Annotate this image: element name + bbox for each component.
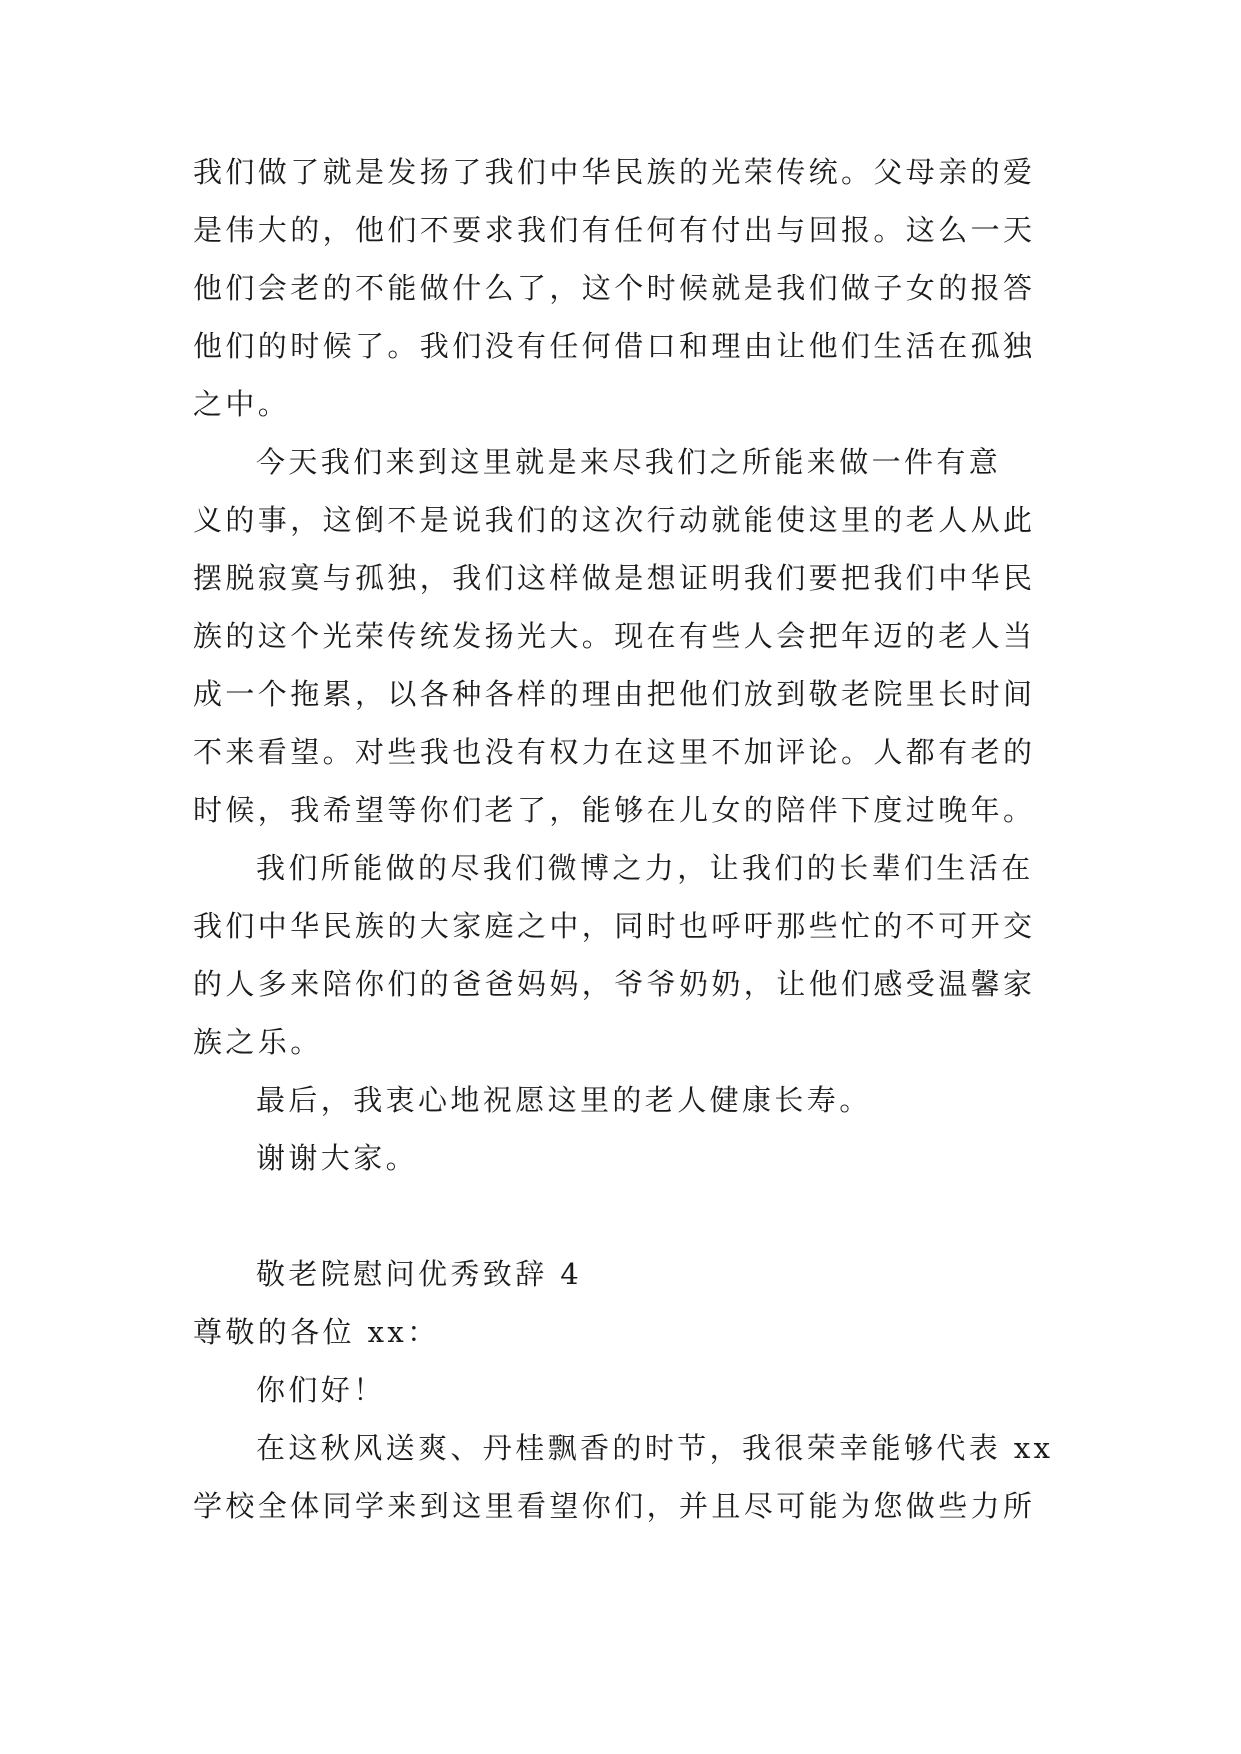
- paragraph-line: 是伟大的，他们不要求我们有任何有付出与回报。这么一天: [193, 213, 1036, 247]
- paragraph-line: 我们所能做的尽我们微博之力，让我们的长辈们生活在: [256, 851, 1034, 885]
- paragraph-line: 最后，我衷心地祝愿这里的老人健康长寿。: [256, 1083, 872, 1117]
- paragraph-line: 他们的时候了。我们没有任何借口和理由让他们生活在孤独: [193, 329, 1036, 363]
- paragraph-line: 族的这个光荣传统发扬光大。现在有些人会把年迈的老人当: [193, 619, 1036, 653]
- paragraph-line: 他们会老的不能做什么了，这个时候就是我们做子女的报答: [193, 271, 1036, 305]
- paragraph-line: 谢谢大家。: [256, 1141, 419, 1175]
- salutation: 尊敬的各位 xx：: [193, 1315, 440, 1349]
- paragraph-line: 不来看望。对些我也没有权力在这里不加评论。人都有老的: [193, 735, 1036, 769]
- paragraph-line: 族之乐。: [193, 1025, 323, 1059]
- paragraph-line: 今天我们来到这里就是来尽我们之所能来做一件有意: [256, 445, 1002, 479]
- paragraph-line: 义的事，这倒不是说我们的这次行动就能使这里的老人从此: [193, 503, 1036, 537]
- paragraph-line: 时候，我希望等你们老了，能够在儿女的陪伴下度过晚年。: [193, 793, 1036, 827]
- paragraph-line: 之中。: [193, 387, 291, 421]
- paragraph-line: 我们做了就是发扬了我们中华民族的光荣传统。父母亲的爱: [193, 155, 1036, 189]
- paragraph-line: 学校全体同学来到这里看望你们，并且尽可能为您做些力所: [193, 1489, 1036, 1523]
- paragraph-line: 摆脱寂寞与孤独，我们这样做是想证明我们要把我们中华民: [193, 561, 1036, 595]
- paragraph-line: 的人多来陪你们的爸爸妈妈，爷爷奶奶，让他们感受温馨家: [193, 967, 1036, 1001]
- section-title: 敬老院慰问优秀致辞 4: [256, 1257, 583, 1291]
- paragraph-line: 在这秋风送爽、丹桂飘香的时节，我很荣幸能够代表 xx: [256, 1431, 1054, 1465]
- greeting: 你们好！: [256, 1373, 386, 1407]
- paragraph-line: 我们中华民族的大家庭之中，同时也呼吁那些忙的不可开交: [193, 909, 1036, 943]
- paragraph-line: 成一个拖累，以各种各样的理由把他们放到敬老院里长时间: [193, 677, 1036, 711]
